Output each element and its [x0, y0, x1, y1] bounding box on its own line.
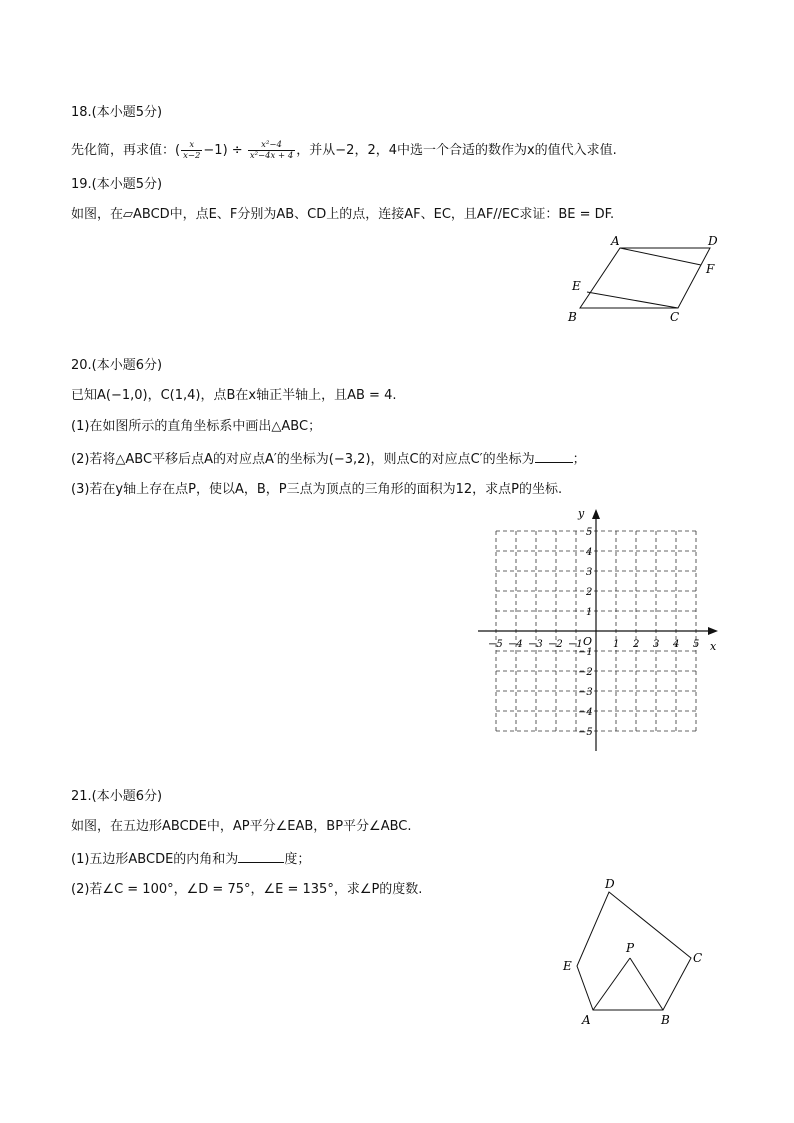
x-tick-label: −5 — [488, 639, 503, 650]
tick-labels — [488, 527, 699, 738]
x-tick-label: 2 — [633, 639, 640, 650]
y-tick-label: −4 — [578, 707, 593, 718]
q18-frac1-den: x−2 — [183, 151, 201, 161]
q20-line2: (1)在如图所示的直角坐标系中画出△ABC； — [71, 419, 322, 434]
y-axis-label: y — [578, 507, 585, 520]
q18-frac2-num: x²−4 — [248, 140, 295, 151]
origin-label: O — [583, 635, 593, 648]
q21-line2-text: (1)五边形ABCDE的内角和为 — [71, 852, 239, 867]
label-f: F — [706, 262, 715, 276]
label-b: B — [568, 310, 577, 324]
label-e: E — [572, 279, 581, 293]
y-tick-label: −5 — [578, 727, 593, 738]
label-d: D — [708, 234, 718, 248]
y-tick-label: 5 — [586, 527, 593, 538]
label-b: B — [661, 1013, 670, 1027]
label-d: D — [605, 877, 615, 891]
q20-line4: (3)若在y轴上存在点P，使以A，B，P三点为顶点的三角形的面积为12，求点P的坐标. — [71, 482, 563, 497]
segment-bp — [630, 958, 663, 1010]
x-tick-label: 3 — [653, 639, 660, 650]
q20-line3-tail: ； — [572, 452, 586, 467]
y-tick-label: 1 — [586, 607, 593, 618]
q18-frac1 — [181, 140, 202, 161]
label-a: A — [582, 1013, 591, 1027]
y-tick-label: 3 — [586, 567, 593, 578]
answer-blank-c-prime[interactable] — [535, 450, 573, 463]
label-a: A — [611, 234, 620, 248]
x-tick-label: 1 — [613, 639, 620, 650]
segment-af — [620, 248, 701, 265]
parallelogram-figure — [560, 228, 730, 328]
q18-frac2-den: x²−4x + 4 — [249, 151, 294, 161]
pentagon-figure — [555, 872, 715, 1032]
q21-line3: (2)若∠C = 100°，∠D = 75°，∠E = 135°，求∠P的度数. — [71, 882, 423, 897]
x-axis-label: x — [710, 640, 717, 653]
label-c: C — [693, 951, 703, 965]
q19-text: 如图，在▱ABCD中，点E、F分别为AB、CD上的点，连接AF、EC，且AF//EC求证：BE = DF. — [71, 207, 615, 222]
y-tick-label: 4 — [586, 547, 593, 558]
segment-ec — [587, 292, 678, 308]
label-e: E — [563, 959, 572, 973]
q18-frac2 — [248, 140, 295, 161]
q20-line1: 已知A(−1,0)，C(1,4)，点B在x轴正半轴上，且AB = 4. — [71, 388, 397, 403]
x-tick-label: 4 — [673, 639, 680, 650]
q20-line3 — [71, 450, 586, 469]
x-axis-arrow — [708, 627, 718, 635]
q18-mid: −1) ÷ — [203, 143, 247, 158]
q21-line2 — [71, 850, 310, 869]
x-tick-label: −3 — [528, 639, 543, 650]
q19-header: 19.(本小题5分) — [71, 177, 163, 192]
answer-blank-angle-sum[interactable] — [238, 850, 284, 863]
segment-ap — [593, 958, 630, 1010]
coordinate-grid — [470, 505, 720, 755]
q18-body — [71, 140, 617, 161]
q20-line3-text: (2)若将△ABC平移后点A的对应点A′的坐标为(−3,2)，则点C的对应点C′的坐标为 — [71, 452, 535, 467]
label-c: C — [670, 310, 680, 324]
y-tick-label: 2 — [586, 587, 593, 598]
label-p: P — [626, 941, 635, 955]
q21-line2-tail: 度； — [284, 852, 311, 867]
x-tick-label: −4 — [508, 639, 523, 650]
x-tick-label: −2 — [548, 639, 563, 650]
y-tick-label: −1 — [578, 647, 593, 658]
y-axis-arrow — [592, 509, 600, 519]
parallelogram-abcd — [580, 248, 710, 308]
q18-frac1-num: x — [181, 140, 202, 151]
y-tick-label: −2 — [578, 667, 593, 678]
q21-header: 21.(本小题6分) — [71, 789, 163, 804]
q18-tail: ，并从−2，2，4中选一个合适的数作为x的值代入求值. — [296, 143, 617, 158]
q18-header: 18.(本小题5分) — [71, 105, 163, 120]
x-tick-label: −1 — [568, 639, 583, 650]
q18-lead: 先化简，再求值：( — [71, 143, 181, 158]
q20-header: 20.(本小题6分) — [71, 358, 163, 373]
y-tick-label: −3 — [578, 687, 593, 698]
x-tick-label: 5 — [693, 639, 700, 650]
q21-line1: 如图，在五边形ABCDE中，AP平分∠EAB，BP平分∠ABC. — [71, 819, 412, 834]
